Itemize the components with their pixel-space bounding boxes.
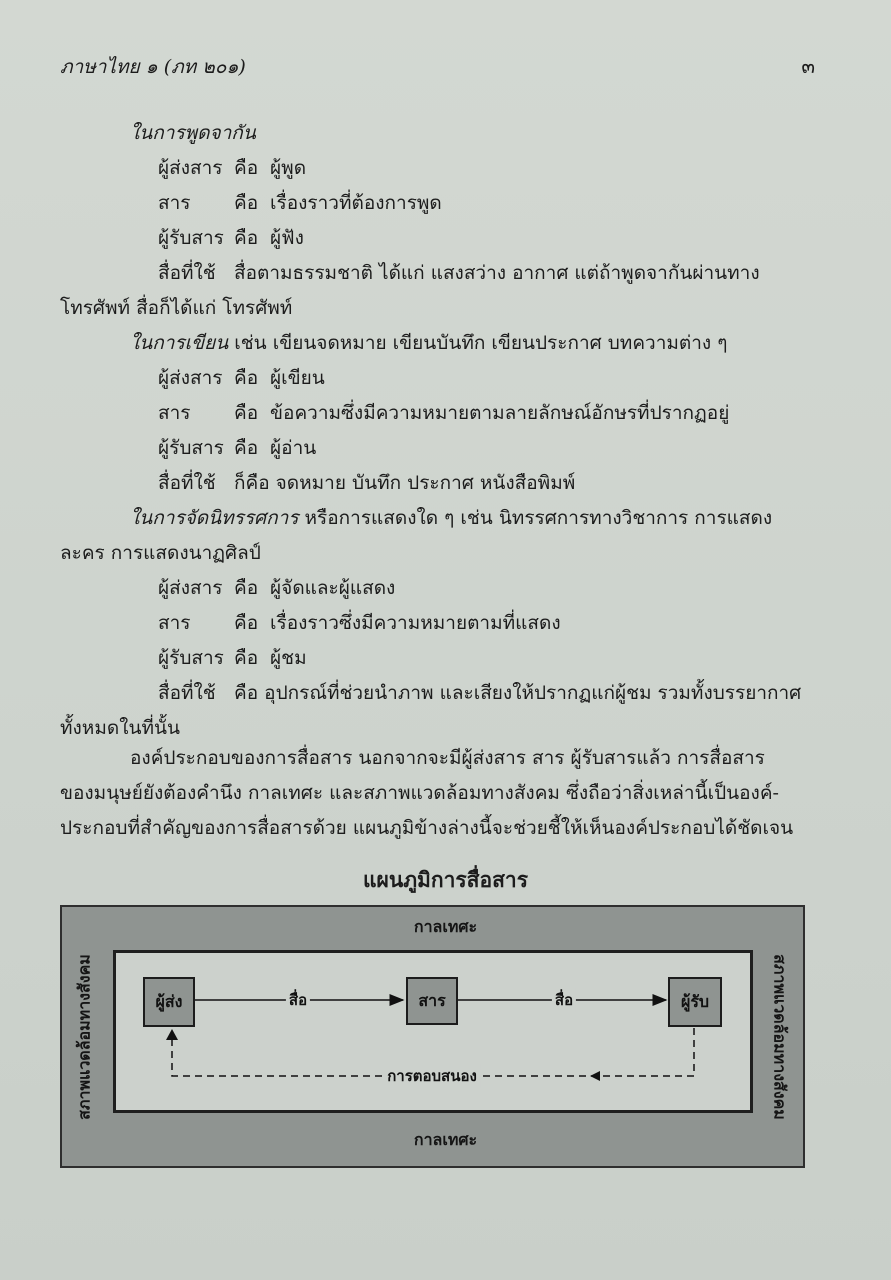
row-kw: คือ — [234, 402, 259, 424]
writing-heading: ในการเขียน — [130, 332, 229, 354]
row-text: เรื่องราวซึ่งมีความหมายตามที่แสดง — [270, 612, 561, 634]
row-label: ผู้รับสาร — [158, 227, 224, 249]
exhibition-heading: ในการจัดนิทรรศการ — [130, 507, 299, 529]
row-kw: คือ — [234, 647, 259, 669]
top-label: กาลเทศะ — [413, 917, 478, 936]
row-text: ผู้อ่าน — [270, 437, 317, 459]
running-header: ภาษาไทย ๑ (ภท ๒๐๑) — [60, 56, 246, 78]
row-kw: คือ — [234, 367, 259, 389]
right-label: สภาพแวดล้อมทางสังคม — [770, 954, 790, 1120]
row-label: ผู้รับสาร — [158, 647, 224, 669]
row-text: ผู้พูด — [270, 157, 307, 179]
row-label: สาร — [158, 192, 191, 214]
row-kw: คือ — [234, 192, 259, 214]
exhibition-heading-rest: หรือการแสดงใด ๆ เช่น นิทรรศการทางวิชาการ การแสดง — [298, 507, 773, 529]
row-text: สื่อตามธรรมชาติ ได้แก่ แสงสว่าง อากาศ แต่ถ้าพูดจากันผ่านทาง — [234, 262, 760, 284]
feedback-label: การตอบสนอง — [384, 1064, 480, 1088]
row-label: สื่อที่ใช้ — [158, 472, 216, 494]
row-text: ผู้จัดและผู้แสดง — [270, 577, 396, 599]
row-kw: คือ — [234, 157, 259, 179]
receiver-box: ผู้รับ — [668, 977, 722, 1027]
row-label: สื่อที่ใช้ — [158, 262, 216, 284]
exhibition-heading-cont: ละคร การแสดงนาฏศิลป์ — [60, 542, 261, 564]
page-number: ๓ — [801, 54, 815, 78]
row-kw: คือ — [234, 612, 259, 634]
writing-heading-rest: เช่น เขียนจดหมาย เขียนบันทึก เขียนประกาศ บทความต่าง ๆ — [228, 332, 728, 354]
row-kw: คือ — [234, 227, 259, 249]
paragraph-line: องค์ประกอบของการสื่อสาร นอกจากจะมีผู้ส่งสาร สาร ผู้รับสารแล้ว การสื่อสาร — [130, 747, 765, 769]
medium-label-1: สื่อ — [286, 988, 310, 1012]
row-text: ผู้ฟัง — [270, 227, 304, 249]
sender-box: ผู้ส่ง — [143, 977, 195, 1027]
row-text: ผู้เขียน — [270, 367, 325, 389]
row-label: ผู้ส่งสาร — [158, 157, 223, 179]
row-label: ผู้ส่งสาร — [158, 367, 223, 389]
paragraph-line: ของมนุษย์ยังต้องคำนึง กาลเทศะ และสภาพแวดล้อมทางสังคม ซึ่งถือว่าสิ่งเหล่านี้เป็นองค์- — [60, 782, 779, 804]
row-label: สื่อที่ใช้ — [158, 682, 216, 704]
row-label: ผู้ส่งสาร — [158, 577, 223, 599]
row-label: ผู้รับสาร — [158, 437, 224, 459]
speaking-medium-cont: โทรศัพท์ สื่อก็ได้แก่ โทรศัพท์ — [60, 297, 293, 319]
row-text: ก็คือ จดหมาย บันทึก ประกาศ หนังสือพิมพ์ — [234, 472, 576, 494]
speaking-heading: ในการพูดจากัน — [130, 122, 256, 144]
row-text: คือ อุปกรณ์ที่ช่วยนำภาพ และเสียงให้ปรากฏแก่ผู้ชม รวมทั้งบรรยากาศ — [234, 682, 802, 704]
diagram-title: แผนภูมิการสื่อสาร — [363, 868, 528, 892]
row-text: เรื่องราวที่ต้องการพูด — [270, 192, 442, 214]
row-label: สาร — [158, 402, 191, 424]
paragraph-line: ประกอบที่สำคัญของการสื่อสารด้วย แผนภูมิข้างล่างนี้จะช่วยชี้ให้เห็นองค์ประกอบได้ชัดเจน — [60, 817, 794, 839]
bottom-label: กาลเทศะ — [413, 1130, 478, 1149]
row-kw: คือ — [234, 437, 259, 459]
exhibition-medium-cont: ทั้งหมดในที่นั้น — [60, 717, 180, 739]
row-text: ผู้ชม — [270, 647, 307, 669]
message-box: สาร — [406, 977, 458, 1025]
row-label: สาร — [158, 612, 191, 634]
row-text: ข้อความซึ่งมีความหมายตามลายลักษณ์อักษรที่ปรากฏอยู่ — [270, 402, 730, 424]
row-kw: คือ — [234, 577, 259, 599]
medium-label-2: สื่อ — [552, 988, 576, 1012]
feedback-arrowhead-up — [166, 1029, 178, 1040]
left-label: สภาพแวดล้อมทางสังคม — [74, 954, 94, 1120]
feedback-arrowhead-left — [590, 1071, 600, 1081]
